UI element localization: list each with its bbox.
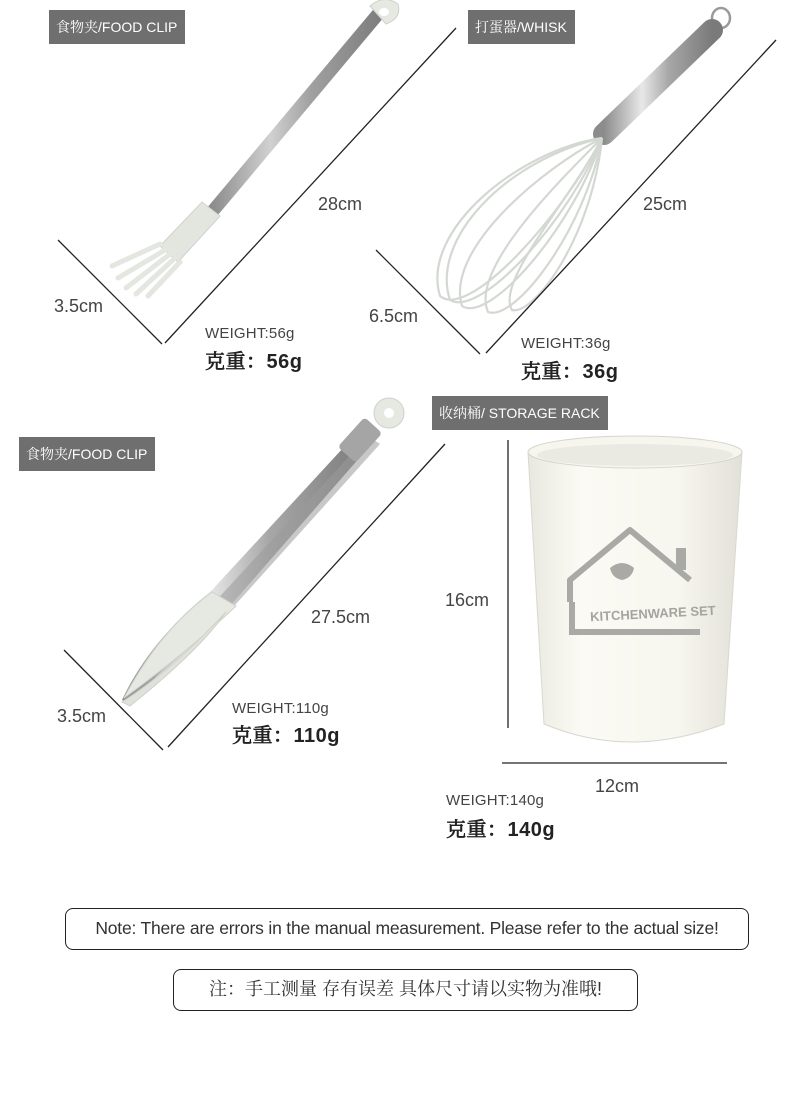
bucket-width-label: 12cm [595, 776, 640, 796]
brush-length-line [165, 28, 456, 343]
note-english: Note: There are errors in the manual measurement. Please refer to the actual size! [65, 908, 749, 950]
whisk-length-label: 25cm [643, 194, 688, 214]
note-chinese: 注：手工测量 存有误差 具体尺寸请以实物为准哦! [173, 969, 638, 1011]
whisk-length-line [486, 40, 776, 353]
tongs-width-label: 3.5cm [57, 706, 107, 726]
whisk-weight-en: WEIGHT:36g [521, 335, 611, 352]
bucket-weight-en: WEIGHT:140g [446, 792, 545, 809]
storage-rack-tag: 收纳桶/ STORAGE RACK [432, 396, 608, 430]
whisk-weight-cn: 克重：36g [521, 361, 619, 383]
whisk-image [437, 8, 730, 313]
brush-width-line [58, 240, 162, 344]
brush-length-label: 28cm [318, 194, 363, 214]
basting-brush-image [112, 0, 399, 296]
tongs-weight-cn: 克重：110g [232, 725, 340, 747]
food-clip-tag: 食物夹/FOOD CLIP [49, 10, 185, 44]
tongs-image [122, 398, 404, 706]
bucket-print-text: KITCHENWARE SET [589, 602, 716, 625]
bucket-height-label: 16cm [445, 590, 490, 610]
tongs-tag: 食物夹/FOOD CLIP [19, 437, 155, 471]
tongs-weight-en: WEIGHT:110g [232, 700, 329, 717]
tongs-length-label: 27.5cm [311, 607, 371, 627]
whisk-width-label: 6.5cm [369, 306, 419, 326]
brush-width-label: 3.5cm [54, 296, 104, 316]
whisk-tag: 打蛋器/WHISK [468, 10, 575, 44]
storage-bucket-image [528, 436, 742, 742]
bucket-weight-cn: 克重：140g [446, 819, 556, 841]
brush-weight-en: WEIGHT:56g [205, 325, 295, 342]
brush-weight-cn: 克重：56g [205, 351, 303, 373]
